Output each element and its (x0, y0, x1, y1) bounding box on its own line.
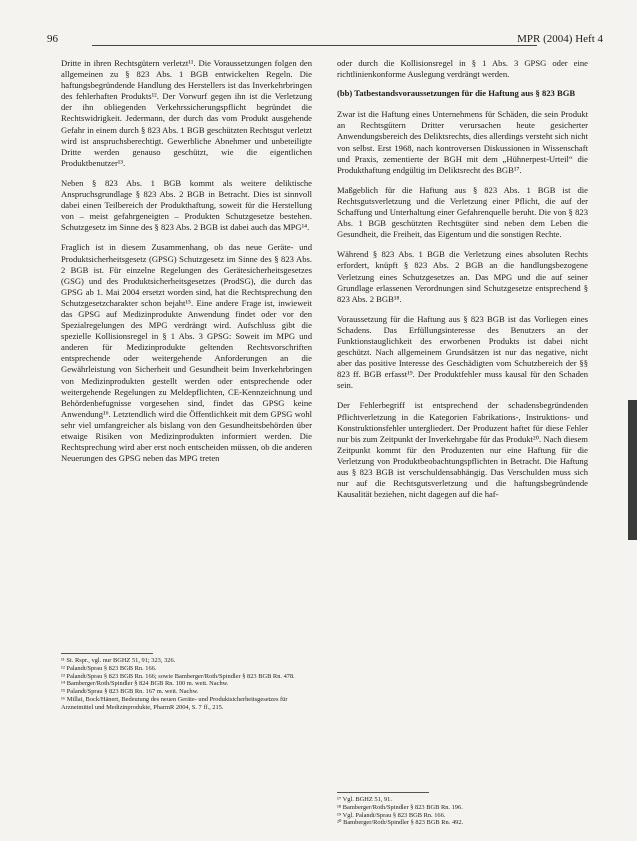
footnote-18: ¹⁸ Bamberger/Roth/Spindler § 823 BGB Rn. 196. (337, 803, 463, 811)
right-footnote-rule (337, 792, 429, 793)
right-footnotes (337, 796, 588, 827)
footnote-11: ¹¹ St. Rspr., vgl. nur BGHZ 51, 91; 323, 326. (61, 657, 176, 664)
footnote-16: ¹⁶ Millat, Bock/Hänert, Bedeutung des neuen Geräte- und Produktsicherheitsgesetzes für Arzneimittel und Medizinprodukte, PharmR 2004, S. 7 ff., 215. (61, 695, 288, 711)
left-paragraph-3: Fraglich ist in diesem Zusammenhang, ob das neue Geräte- und Produktsicherheitsgesetz (GPSG) Schutzgesetz im Sinne des § 823 Abs. 2 BGB ist. Für einzelne Regelungen des Gerätesicherheitsgesetzes (GSG) und des Produktsicherheitsgesetzes (ProdSG), die durch das GPSG ab 1. Mai 2004 ersetzt worden sind, hat die Rechtsprechung den Schutzgesetzcharakter schon bejaht¹⁵. Eine andere Frage ist, inwieweit das GPSG auf Medizinprodukte Anwendung findet oder vor den Spezialregelungen des MPG verdrängt wird. Aufschluss gibt die spezielle Kollisionsregel in § 1 Abs. 3 GPSG: Soweit im MPG und anderen für Medizinprodukte geltenden Rechtsvorschriften entsprechende oder weitergehende Anforderungen an die Gewährleistung von Sicherheit und Gesundheit beim Inverkehrbringen von Medizinprodukten gestellt werden oder entsprechende oder weitergehende Regelungen zu Meldepflichten, CE-Kennzeichnung und Behördenbefugnisse vorgesehen sind, findet das GPSG keine Anwendung¹⁶. Letztendlich wird die Öffentlichkeit mit dem GPSG wohl sehr viel umfangreicher als bislang von den Gesundheitsbehörden über etwaige Risiken von Medizinprodukten informiert werden. Die Rechtsprechung wird aber erst noch entscheiden müssen, ob die anderen Neuerungen des GPSG neben das MPG treten (61, 242, 312, 464)
section-heading: (bb) Tatbestandsvoraussetzungen für die Haftung aus § 823 BGB (337, 88, 576, 99)
footnote-14: ¹⁴ Bamberger/Roth/Spindler § 824 BGB Rn. 100 m. weit. Nachw. (61, 680, 229, 688)
right-column (337, 58, 588, 509)
left-footnote-rule (61, 653, 153, 654)
footnote-13: ¹³ Palandt/Sprau § 823 BGB Rn. 166; sowie Bamberger/Roth/Spindler § 823 BGB Rn. 478. (61, 672, 295, 680)
left-footnotes (61, 657, 312, 712)
page-number: 96 (47, 33, 58, 45)
right-intro: oder durch die Kollisionsregel in § 1 Abs. 3 GPSG oder eine richtlinienkonforme Auslegung verdrängt werden. (337, 58, 588, 80)
left-paragraph-1: Dritte in ihren Rechtsgütern verletzt¹¹. Die Voraussetzungen folgen den allgemeinen zu § 823 Abs. 1 BGB entwickelten Regeln. Die haftungsbegründende Handlung des Herstellers ist das Inverkehrbringen des fehlerhaften Produkts¹². Der Vorwurf gegen ihn ist die Verletzung der ihn obliegenden Verkehrssicherungspflicht begründet die Rechtswidrigkeit. Jedermann, der durch das vom Produkt ausgehende Gefahr in einem durch § 823 Abs. 1 BGB geschützten Rechtsgut verletzt wird ist anspruchsberechtigt. Gewerbliche Abnehmer und unbeteiligte Dritte werden genauso geschützt, wie die eigentlichen Produktbenutzer¹³. (61, 58, 312, 168)
edge-index-tab (628, 400, 637, 540)
footnote-17: ¹⁷ Vgl. BGHZ 51, 91. (337, 796, 392, 803)
right-paragraph-2: Maßgeblich für die Haftung aus § 823 Abs. 1 BGB ist die Rechtsgutsverletzung und die Verletzung einer Pflicht, die auf der Schaffung und Unterhaltung einer Gefahrenquelle beruht. Die von § 823 Abs. 1 BGB geschützten Rechtsgüter sind neben dem Leben die Gesundheit, die Freiheit, das Eigentum und die sonstigen Rechte. (337, 184, 588, 240)
journal-header: MPR (2004) Heft 4 (517, 33, 603, 45)
left-column (61, 58, 312, 473)
right-paragraph-5: Der Fehlerbegriff ist entsprechend der schadensbegründenden Pflichtverletzung in die Kategorien Fabrikations-, Instruktions- und Konstruktionsfehler untergliedert. Der Produzent haftet für diese Fehler nur bis zum Zeitpunkt der Inverkehrgabe für das Produkt²⁰. Nach diesem Zeitpunkt kommt für den Produzenten nur eine Haftung für die Verletzung von Produktbeobachtungspflichten in Betracht. Die Haftung aus § 823 BGB ist verschuldensabhängig. Das Verschulden muss sich nur auf die Rechtsgutsverletzung und die haftungsbegründende Kausalität beziehen, nicht dagegen auf die haf- (337, 400, 588, 500)
left-paragraph-2: Neben § 823 Abs. 1 BGB kommt als weitere deliktische Anspruchsgrundlage § 823 Abs. 2 BGB in Betracht. Dies ist sinnvoll dabei einen Teilbereich der Produkthaftung, soweit für die Herstellung von – meist gefahrgeneigten – Produkten Schutzgesetze bestehen. Schutzgesetz im Sinne des § 823 Abs. 2 BGB ist dabei auch das MPG¹⁴. (61, 177, 312, 233)
right-paragraph-4: Voraussetzung für die Haftung aus § 823 BGB ist das Vorliegen eines Schadens. Das Erfüllungsinteresse des Benutzers an der Funktionstauglichkeit des erworbenen Produkts ist dabei nicht geschützt. Nach allgemeinem Grundsätzen ist nur das negative, nicht aber das positive Interesse des Geschädigten vom Schutzbereich der §§ 823 ff. BGB erfasst¹⁹. Der Produktfehler muss kausal für den Schaden sein. (337, 313, 588, 391)
footnote-19: ¹⁹ Vgl. Palandt/Sprau § 823 BGB Rn. 166. (337, 811, 446, 819)
footnote-12: ¹² Palandt/Sprau § 823 BGB Rn. 166. (61, 664, 157, 672)
right-paragraph-3: Während § 823 Abs. 1 BGB die Verletzung eines absoluten Rechts erfordert, knüpft § 823 Abs. 2 BGB an die handlungsbezogene Verletzung eines Schutzgesetzes an. Das MPG und die auf seiner Grundlage erlassenen Verordnungen sind Schutzgesetze entsprechend § 823 Abs. 2 BGB¹⁸. (337, 249, 588, 304)
header-rule (92, 45, 537, 46)
footnote-20: ²⁰ Bamberger/Roth/Spindler § 823 BGB Rn. 492. (337, 819, 464, 827)
right-paragraph-1: Zwar ist die Haftung eines Unternehmens für Schäden, die sein Produkt an Rechtsgütern Dritter verursachen heute gesicherter Anwendungsbereich des Deliktsrechts, dies allerdings versteht sich nicht von selbst. Erst 1968, nach kontroversen Diskussionen in Wissenschaft und Praxis, zementierte der BGH mit dem „Hühnerpest-Urteil“ die Produkthaftung endgültig im Deliktsrecht des BGB¹⁷. (337, 109, 588, 175)
footnote-15: ¹⁵ Palandt/Sprau § 823 BGB Rn. 167 m. weit. Nachw. (61, 688, 199, 696)
